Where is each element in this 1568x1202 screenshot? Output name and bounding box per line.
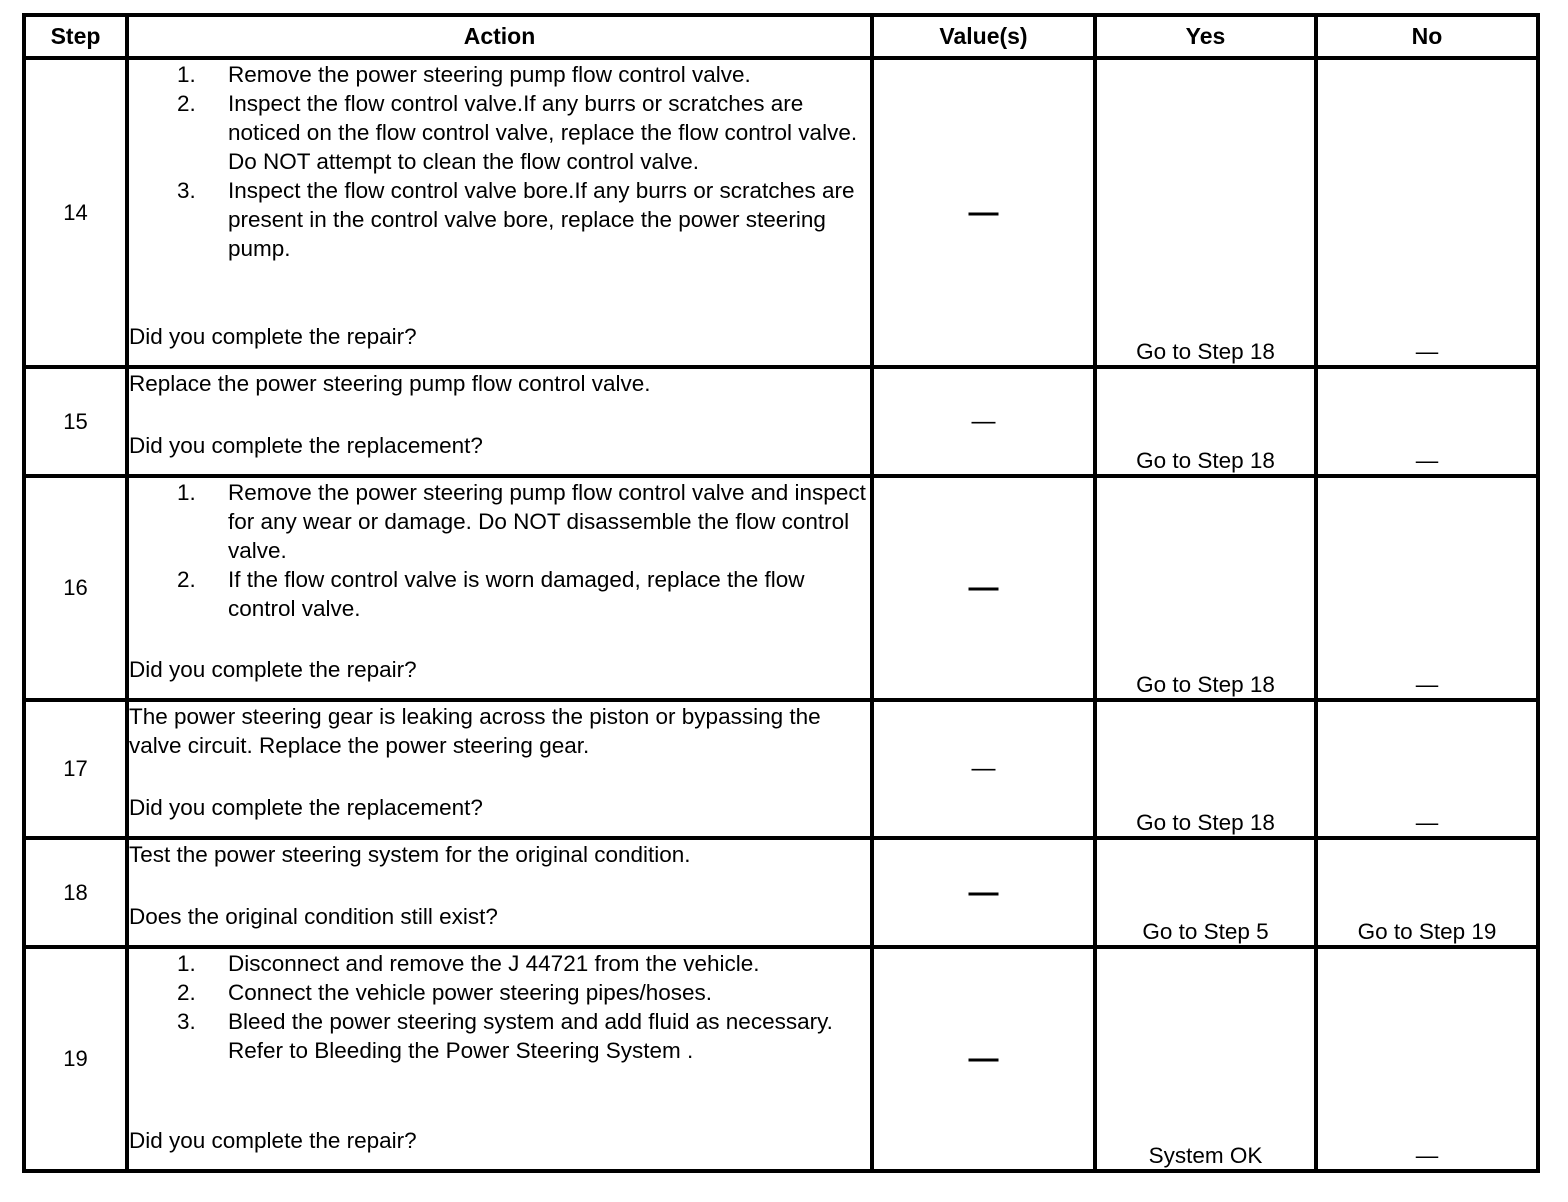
diagnostic-table bbox=[22, 13, 1540, 1173]
action-cell bbox=[127, 700, 872, 838]
step-number: 15 bbox=[24, 367, 127, 476]
header-row bbox=[24, 15, 1538, 58]
yes-cell: Go to Step 18 bbox=[1095, 700, 1316, 838]
header-action: Action bbox=[127, 15, 872, 58]
value-cell: — bbox=[872, 700, 1095, 838]
action-cell bbox=[127, 367, 872, 476]
action-text: Replace the power steering pump flow control valve. bbox=[129, 371, 651, 396]
header-values: Value(s) bbox=[872, 15, 1095, 58]
header-step: Step bbox=[24, 15, 127, 58]
yes-cell: Go to Step 18 bbox=[1095, 476, 1316, 700]
step-row-17 bbox=[24, 700, 1538, 838]
list-item: 1. Remove the power steering pump flow control valve. bbox=[177, 62, 751, 87]
step-row-19 bbox=[24, 947, 1538, 1171]
step-number: 19 bbox=[24, 947, 127, 1171]
list-item: 2. If the flow control valve is worn damaged, replace the flow control valve. bbox=[177, 567, 805, 621]
yes-cell: System OK bbox=[1095, 947, 1316, 1171]
no-cell: — bbox=[1316, 947, 1538, 1171]
no-cell: — bbox=[1316, 476, 1538, 700]
action-cell bbox=[127, 58, 872, 367]
list-item: 3. Inspect the flow control valve bore.If any burrs or scratches are present in the control valve bore, replace the power steering pump. bbox=[177, 178, 855, 261]
list-item: 1. Disconnect and remove the J 44721 from the vehicle. bbox=[177, 951, 760, 976]
step-row-14 bbox=[24, 58, 1538, 367]
list-item: 2. Connect the vehicle power steering pipes/hoses. bbox=[177, 980, 713, 1005]
value-cell: — bbox=[872, 476, 1095, 700]
action-text: Test the power steering system for the original condition. bbox=[129, 842, 691, 867]
action-cell bbox=[127, 838, 872, 947]
yes-cell: Go to Step 18 bbox=[1095, 367, 1316, 476]
header-no: No bbox=[1316, 15, 1538, 58]
action-list bbox=[129, 478, 870, 623]
step-row-18 bbox=[24, 838, 1538, 947]
step-number: 17 bbox=[24, 700, 127, 838]
action-question: Did you complete the replacement? bbox=[129, 433, 483, 458]
no-cell: — bbox=[1316, 700, 1538, 838]
yes-cell: Go to Step 18 bbox=[1095, 58, 1316, 367]
step-row-15 bbox=[24, 367, 1538, 476]
value-cell: — bbox=[872, 58, 1095, 367]
no-cell: — bbox=[1316, 367, 1538, 476]
action-cell bbox=[127, 947, 872, 1171]
list-item: 2. Inspect the flow control valve.If any burrs or scratches are noticed on the flow control valve, replace the flow control valve. Do NOT attempt to clean the flow control valve. bbox=[177, 91, 858, 174]
header-yes: Yes bbox=[1095, 15, 1316, 58]
value-cell: — bbox=[872, 838, 1095, 947]
no-cell: Go to Step 19 bbox=[1316, 838, 1538, 947]
action-question: Did you complete the repair? bbox=[129, 657, 417, 682]
step-number: 16 bbox=[24, 476, 127, 700]
action-question: Did you complete the repair? bbox=[129, 1128, 417, 1153]
step-row-16 bbox=[24, 476, 1538, 700]
list-item: 3. Bleed the power steering system and add fluid as necessary. Refer to Bleeding the Power Steering System . bbox=[177, 1009, 833, 1063]
action-question: Did you complete the replacement? bbox=[129, 795, 483, 820]
value-cell: — bbox=[872, 947, 1095, 1171]
list-item: 1. Remove the power steering pump flow control valve and inspect for any wear or damage. Do NOT disassemble the flow control valve. bbox=[177, 480, 866, 563]
action-list bbox=[129, 60, 870, 263]
action-cell bbox=[127, 476, 872, 700]
value-cell: — bbox=[872, 367, 1095, 476]
action-question: Does the original condition still exist? bbox=[129, 904, 498, 929]
no-cell: — bbox=[1316, 58, 1538, 367]
step-number: 18 bbox=[24, 838, 127, 947]
action-text: The power steering gear is leaking across the piston or bypassing the valve circuit. Replace the power steering gear. bbox=[129, 704, 821, 758]
action-list bbox=[129, 949, 870, 1065]
action-question: Did you complete the repair? bbox=[129, 324, 417, 349]
step-number: 14 bbox=[24, 58, 127, 367]
yes-cell: Go to Step 5 bbox=[1095, 838, 1316, 947]
